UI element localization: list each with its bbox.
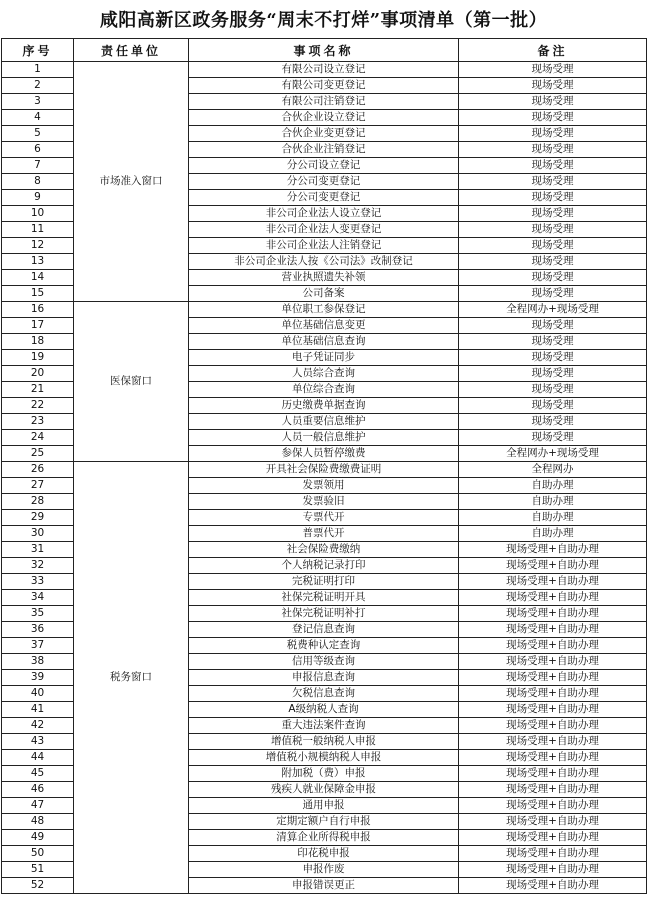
item-note: 现场受理 [459,222,647,238]
row-number: 2 [2,78,74,94]
item-note: 自助办理 [459,494,647,510]
row-number: 44 [2,750,74,766]
item-name: 公司备案 [189,286,459,302]
row-number: 30 [2,526,74,542]
item-name: 人员重要信息维护 [189,414,459,430]
item-note: 现场受理 [459,206,647,222]
item-note: 现场受理 [459,318,647,334]
row-number: 46 [2,782,74,798]
header-note: 备注 [459,39,647,62]
item-note: 现场受理 [459,430,647,446]
item-name: 合伙企业设立登记 [189,110,459,126]
item-name: 单位职工参保登记 [189,302,459,318]
row-number: 34 [2,590,74,606]
row-number: 48 [2,814,74,830]
table-header-row [2,39,647,62]
item-name: 通用申报 [189,798,459,814]
item-name: 单位基础信息查询 [189,334,459,350]
row-number: 26 [2,462,74,478]
row-number: 18 [2,334,74,350]
row-number: 49 [2,830,74,846]
header-no: 序号 [2,39,74,62]
item-name: 营业执照遗失补领 [189,270,459,286]
item-name: 单位基础信息变更 [189,318,459,334]
item-note: 现场受理+自助办理 [459,766,647,782]
item-name: 增值税小规模纳税人申报 [189,750,459,766]
row-number: 50 [2,846,74,862]
row-number: 1 [2,62,74,78]
item-name: 分公司设立登记 [189,158,459,174]
item-name: 非公司企业法人注销登记 [189,238,459,254]
item-note: 现场受理 [459,142,647,158]
item-note: 现场受理 [459,382,647,398]
item-note: 全程网办+现场受理 [459,446,647,462]
item-note: 现场受理+自助办理 [459,558,647,574]
row-number: 39 [2,670,74,686]
row-number: 12 [2,238,74,254]
row-number: 37 [2,638,74,654]
item-note: 现场受理+自助办理 [459,782,647,798]
item-name: 电子凭证同步 [189,350,459,366]
row-number: 10 [2,206,74,222]
item-note: 现场受理 [459,174,647,190]
item-note: 全程网办 [459,462,647,478]
item-name: 重大违法案件查询 [189,718,459,734]
row-number: 45 [2,766,74,782]
row-number: 17 [2,318,74,334]
service-list-table [1,38,647,894]
header-unit: 责任单位 [74,39,189,62]
item-note: 自助办理 [459,478,647,494]
item-note: 现场受理 [459,94,647,110]
item-name: 专票代开 [189,510,459,526]
item-name: 单位综合查询 [189,382,459,398]
item-name: 信用等级查询 [189,654,459,670]
item-name: 有限公司设立登记 [189,62,459,78]
row-number: 8 [2,174,74,190]
row-number: 9 [2,190,74,206]
item-note: 现场受理+自助办理 [459,638,647,654]
item-note: 现场受理 [459,366,647,382]
item-name: 非公司企业法人按《公司法》改制登记 [189,254,459,270]
row-number: 28 [2,494,74,510]
row-number: 41 [2,702,74,718]
item-name: 非公司企业法人设立登记 [189,206,459,222]
item-name: 附加税（费）申报 [189,766,459,782]
item-name: 残疾人就业保障金申报 [189,782,459,798]
item-note: 现场受理+自助办理 [459,686,647,702]
item-note: 现场受理 [459,414,647,430]
item-note: 现场受理+自助办理 [459,750,647,766]
item-note: 全程网办+现场受理 [459,302,647,318]
row-number: 20 [2,366,74,382]
row-number: 19 [2,350,74,366]
header-item: 事项名称 [189,39,459,62]
row-number: 5 [2,126,74,142]
item-name: 印花税申报 [189,846,459,862]
item-note: 现场受理+自助办理 [459,862,647,878]
item-name: 社保完税证明开具 [189,590,459,606]
item-note: 现场受理 [459,190,647,206]
table-body [2,62,647,894]
row-number: 31 [2,542,74,558]
item-name: 申报作废 [189,862,459,878]
item-note: 现场受理 [459,254,647,270]
item-note: 现场受理+自助办理 [459,654,647,670]
row-number: 15 [2,286,74,302]
item-name: 非公司企业法人变更登记 [189,222,459,238]
item-name: 有限公司注销登记 [189,94,459,110]
item-name: 发票验旧 [189,494,459,510]
table-row [2,62,647,78]
item-note: 现场受理+自助办理 [459,718,647,734]
row-number: 6 [2,142,74,158]
row-number: 14 [2,270,74,286]
item-name: 税费种认定查询 [189,638,459,654]
row-number: 43 [2,734,74,750]
item-name: 个人纳税记录打印 [189,558,459,574]
item-note: 现场受理+自助办理 [459,878,647,894]
item-note: 现场受理+自助办理 [459,606,647,622]
item-note: 现场受理+自助办理 [459,542,647,558]
row-number: 29 [2,510,74,526]
row-number: 3 [2,94,74,110]
row-number: 32 [2,558,74,574]
responsible-unit: 医保窗口 [74,302,189,462]
item-name: 合伙企业注销登记 [189,142,459,158]
item-name: 社保完税证明补打 [189,606,459,622]
item-note: 现场受理 [459,238,647,254]
item-name: 发票领用 [189,478,459,494]
row-number: 36 [2,622,74,638]
row-number: 7 [2,158,74,174]
responsible-unit: 市场准入窗口 [74,62,189,302]
item-note: 现场受理 [459,126,647,142]
row-number: 47 [2,798,74,814]
row-number: 11 [2,222,74,238]
row-number: 38 [2,654,74,670]
item-name: 普票代开 [189,526,459,542]
item-name: 申报信息查询 [189,670,459,686]
row-number: 16 [2,302,74,318]
table-row [2,302,647,318]
item-name: 人员一般信息维护 [189,430,459,446]
row-number: 40 [2,686,74,702]
item-note: 现场受理 [459,286,647,302]
item-name: 合伙企业变更登记 [189,126,459,142]
item-name: 欠税信息查询 [189,686,459,702]
responsible-unit: 税务窗口 [74,462,189,894]
item-note: 自助办理 [459,526,647,542]
item-name: 登记信息查询 [189,622,459,638]
item-note: 现场受理+自助办理 [459,670,647,686]
row-number: 51 [2,862,74,878]
item-note: 现场受理 [459,350,647,366]
row-number: 27 [2,478,74,494]
item-note: 现场受理 [459,158,647,174]
page-title: 咸阳高新区政务服务“周末不打烊”事项清单（第一批） [99,10,548,31]
item-name: 定期定额户自行申报 [189,814,459,830]
item-name: 历史缴费单据查询 [189,398,459,414]
item-name: 增值税一般纳税人申报 [189,734,459,750]
row-number: 22 [2,398,74,414]
table-row [2,462,647,478]
item-name: A级纳税人查询 [189,702,459,718]
item-note: 现场受理+自助办理 [459,846,647,862]
item-note: 现场受理 [459,78,647,94]
row-number: 35 [2,606,74,622]
item-note: 现场受理 [459,398,647,414]
item-note: 自助办理 [459,510,647,526]
row-number: 52 [2,878,74,894]
item-name: 社会保险费缴纳 [189,542,459,558]
item-note: 现场受理+自助办理 [459,622,647,638]
item-note: 现场受理 [459,110,647,126]
item-name: 参保人员暂停缴费 [189,446,459,462]
item-note: 现场受理+自助办理 [459,574,647,590]
item-name: 申报错误更正 [189,878,459,894]
item-note: 现场受理 [459,270,647,286]
item-name: 开具社会保险费缴费证明 [189,462,459,478]
item-name: 分公司变更登记 [189,190,459,206]
row-number: 24 [2,430,74,446]
row-number: 21 [2,382,74,398]
row-number: 4 [2,110,74,126]
item-note: 现场受理+自助办理 [459,814,647,830]
item-note: 现场受理+自助办理 [459,590,647,606]
item-note: 现场受理 [459,334,647,350]
item-note: 现场受理+自助办理 [459,798,647,814]
item-note: 现场受理+自助办理 [459,702,647,718]
item-name: 人员综合查询 [189,366,459,382]
row-number: 25 [2,446,74,462]
item-name: 完税证明打印 [189,574,459,590]
item-name: 有限公司变更登记 [189,78,459,94]
item-note: 现场受理+自助办理 [459,734,647,750]
row-number: 23 [2,414,74,430]
item-note: 现场受理 [459,62,647,78]
row-number: 33 [2,574,74,590]
item-note: 现场受理+自助办理 [459,830,647,846]
row-number: 13 [2,254,74,270]
item-name: 清算企业所得税申报 [189,830,459,846]
item-name: 分公司变更登记 [189,174,459,190]
row-number: 42 [2,718,74,734]
